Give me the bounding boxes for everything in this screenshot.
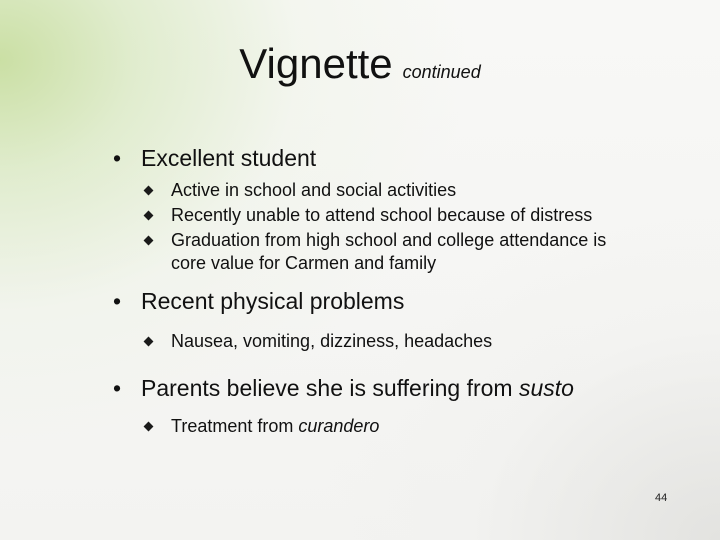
sub-bullet [143,229,641,275]
bullet-text: Recent physical problems [141,288,405,314]
bullet-dot-icon: • [113,145,122,171]
bullet-parents-believe [113,373,673,403]
sub-bullet [143,179,641,202]
bullet-excellent-student [113,143,673,173]
diamond-bullet-icon [144,422,154,432]
sub-list [143,179,673,275]
sub-bullet [143,204,641,227]
diamond-bullet-icon [144,211,154,221]
diamond-bullet-icon [144,337,154,347]
bullet-text: Excellent student [141,145,317,171]
slide-title [0,40,720,88]
sub-bullet-text: Graduation from high school and college attendance is core value for Carmen and family [171,230,607,273]
sub-list [143,415,673,438]
bullet-text: Parents believe she is suffering from [141,375,519,401]
bullet-physical-problems [113,286,673,316]
sub-list [143,330,673,353]
diamond-bullet-icon [144,236,154,246]
title-main: Vignette [239,40,393,87]
sub-bullet-text: Active in school and social activities [171,180,457,200]
sub-bullet-text-italic: curandero [298,416,380,436]
bullet-dot-icon: • [113,375,122,401]
sub-bullet [143,415,641,438]
sub-bullet-text: Nausea, vomiting, dizziness, headaches [171,331,493,351]
bullet-text-italic: susto [518,375,574,401]
bullet-dot-icon: • [113,288,122,314]
sub-bullet [143,330,641,353]
bullet-list [113,143,673,440]
sub-bullet-text: Recently unable to attend school because of distress [171,205,593,225]
sub-bullet-text: Treatment from [171,416,299,436]
title-suffix: continued [402,62,481,82]
diamond-bullet-icon [144,186,154,196]
page-number: 44 [655,492,668,504]
